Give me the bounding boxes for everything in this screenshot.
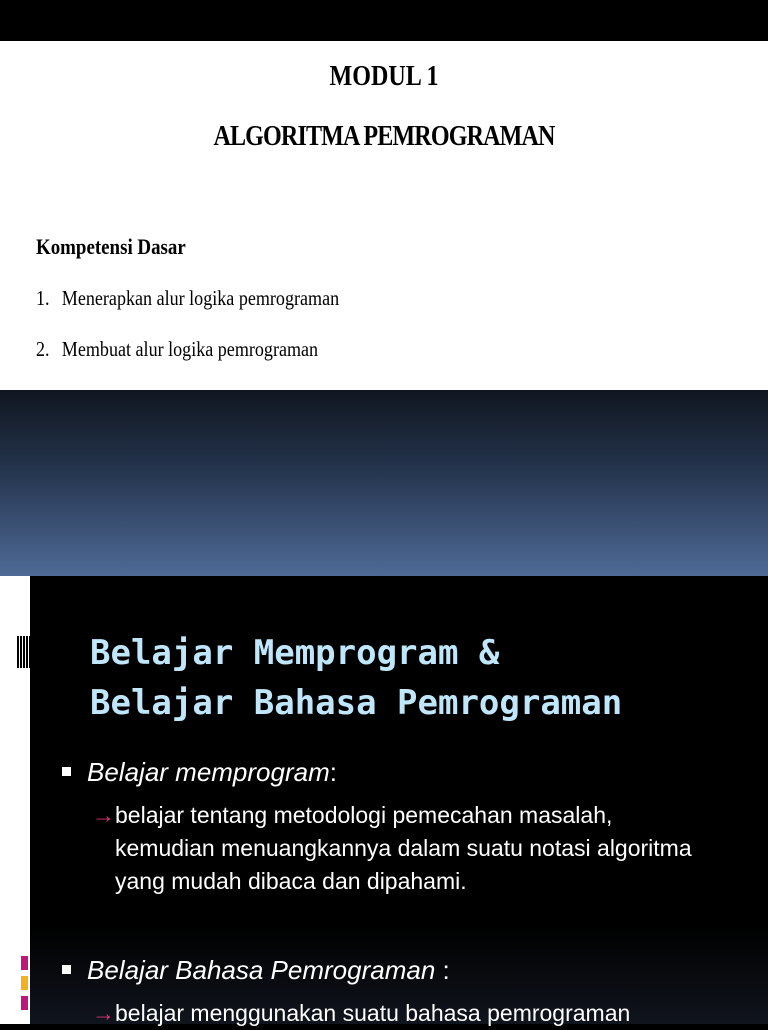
slide-title-line: Belajar Memprogram & [90,633,500,673]
accent-bar-magenta [21,996,28,1010]
bullet-item [62,757,337,788]
bullet-suffix: : [435,955,450,985]
presentation-slide [0,576,768,1024]
competency-item [36,286,339,311]
bullet-detail [92,799,705,898]
bullet-detail [92,997,630,1030]
slide-left-strip [0,576,30,1024]
accent-bar-yellow [21,976,28,990]
bullet-term: Belajar Bahasa Pemrograman [87,955,436,985]
competency-item [36,337,318,362]
arrow-right-icon: → [92,802,115,828]
slide-edge-marker [17,636,30,668]
bullet-item [62,955,450,986]
square-bullet-icon [62,965,71,974]
subject-title: ALGORITMA PEMROGRAMAN [213,121,555,152]
competency-heading: Kompetensi Dasar [36,234,186,259]
bullet-suffix: : [329,757,337,787]
accent-bar-magenta [21,956,28,970]
bullet-detail-text: belajar tentang metodologi pemecahan masalah, kemudian menuangkannya dalam suatu notasi algoritma yang mudah dibaca dan dipahami. [115,802,692,894]
top-black-bar [0,0,768,41]
slide-title [90,628,760,728]
competency-number: 2. [36,337,50,361]
square-bullet-icon [62,767,71,776]
competency-text: Menerapkan alur logika pemrograman [61,286,340,310]
arrow-right-icon: → [92,1000,115,1026]
bullet-detail-text: belajar menggunakan suatu bahasa pemrograman [115,1000,631,1026]
competency-number: 1. [36,286,50,310]
module-title: MODUL 1 [329,61,439,92]
competency-text: Membuat alur logika pemrograman [61,337,319,361]
gradient-band [0,390,768,576]
document-page [0,41,768,390]
bullet-term: Belajar memprogram [87,757,330,787]
slide-title-line: Belajar Bahasa Pemrograman [90,683,623,723]
